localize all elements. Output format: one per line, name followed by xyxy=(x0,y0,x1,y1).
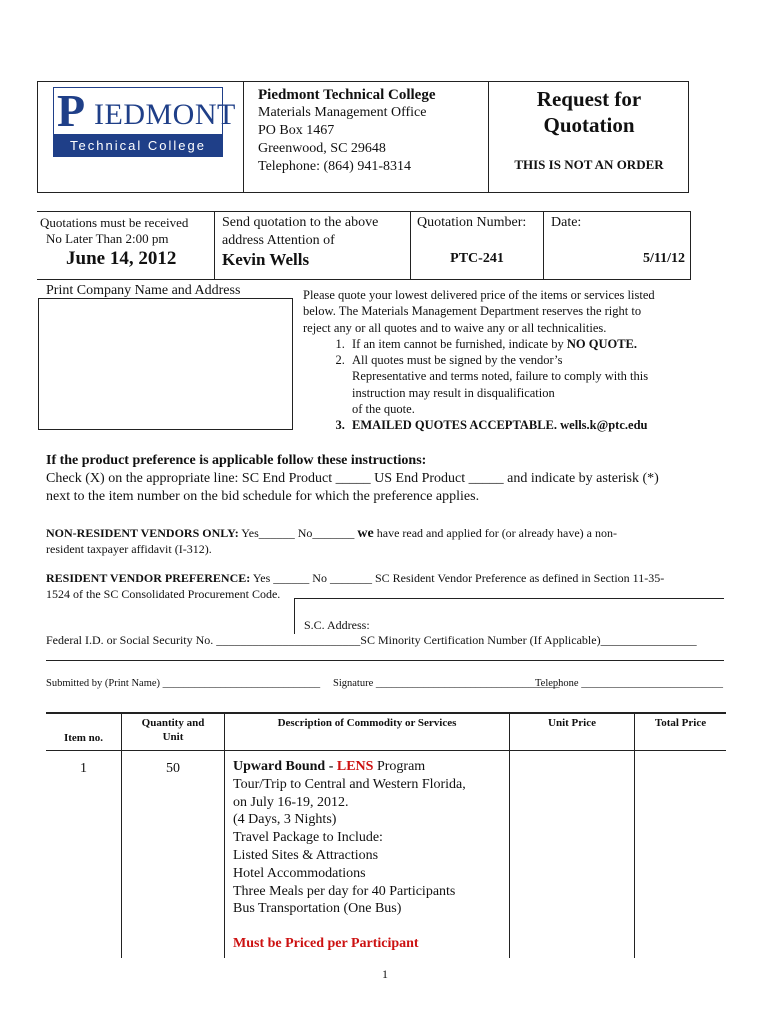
date-value: 5/11/12 xyxy=(642,251,685,266)
sc-address-rule xyxy=(294,598,295,634)
info-divider xyxy=(690,211,691,279)
table-column-rule xyxy=(509,714,510,958)
submitted-by-field[interactable]: Submitted by (Print Name) ______________________________ xyxy=(46,678,321,689)
logo-initial: P xyxy=(57,85,86,136)
table-top-rule xyxy=(46,712,726,714)
description-line: Bus Transportation (One Bus) xyxy=(233,901,402,917)
header-quantity-unit: Unit xyxy=(162,731,184,743)
no-quote-text: NO QUOTE. xyxy=(566,336,638,351)
nonresident-line xyxy=(46,525,617,542)
nonresident-we: we xyxy=(357,526,374,541)
nonresident-label: NON-RESIDENT VENDORS ONLY: xyxy=(46,526,239,540)
row-description xyxy=(233,758,508,953)
telephone-field[interactable]: Telephone ___________________________ xyxy=(535,678,723,689)
deadline-label: Quotations must be received xyxy=(40,215,189,230)
send-label-2: address Attention of xyxy=(222,233,335,248)
deadline-time: No Later Than 2:00 pm xyxy=(46,231,169,246)
preference-line: Check (X) on the appropriate line: SC End Product _____ US End Product _____ and indicate by asterisk (*) xyxy=(46,471,659,486)
table-column-rule xyxy=(121,714,122,958)
deadline-date: June 14, 2012 xyxy=(66,248,177,269)
table-column-rule xyxy=(224,714,225,958)
page-number: 1 xyxy=(382,967,388,981)
resident-text-2: 1524 of the SC Consolidated Procurement Code. xyxy=(46,587,281,601)
priced-per-participant-note: Must be Priced per Participant xyxy=(233,936,419,952)
instructions-intro: below. The Materials Management Department reserves the right to xyxy=(303,304,642,319)
instructions-intro: Please quote your lowest delivered price of the items or services listed xyxy=(303,288,655,302)
emailed-quotes-text: EMAILED QUOTES ACCEPTABLE. wells.k@ptc.edu xyxy=(352,418,648,433)
instruction-text: of the quote. xyxy=(352,402,415,417)
description-line: (4 Days, 3 Nights) xyxy=(233,812,337,828)
rfq-title-line1: Request for xyxy=(536,87,642,111)
table-header-rule xyxy=(46,750,726,751)
description-title-rest: Program xyxy=(373,759,426,774)
signature-field[interactable]: Signature ___________________________________ xyxy=(333,678,560,689)
instruction-item xyxy=(348,336,703,352)
resident-text[interactable]: Yes ______ No _______ SC Resident Vendor Preference as defined in Section 11-35- xyxy=(250,571,665,585)
company-box-label: Print Company Name and Address xyxy=(46,283,241,298)
description-title-bold: Upward Bound - xyxy=(233,759,337,774)
telephone-line: Telephone: (864) 941-8314 xyxy=(258,159,411,174)
info-bottom-rule xyxy=(37,279,691,280)
description-title-lens: LENS xyxy=(336,759,374,774)
college-logo xyxy=(53,85,236,157)
table-column-rule xyxy=(634,714,635,958)
instruction-item xyxy=(348,352,703,417)
description-line: Travel Package to Include: xyxy=(233,830,383,846)
resident-line xyxy=(46,570,664,586)
nonresident-text: have read and applied for (or already have) a non- xyxy=(373,526,617,540)
row-item-no: 1 xyxy=(80,761,87,776)
sc-address-label: S.C. Address: xyxy=(304,618,370,632)
rfq-title-line2: Quotation xyxy=(543,113,635,137)
header-item-no: Item no. xyxy=(63,732,104,744)
description-title xyxy=(233,758,508,776)
header-unit-price: Unit Price xyxy=(548,717,596,729)
po-box: PO Box 1467 xyxy=(258,123,335,138)
preference-heading: If the product preference is applicable follow these instructions: xyxy=(46,453,427,468)
quotation-number: PTC-241 xyxy=(450,251,504,266)
header-total-price: Total Price xyxy=(654,717,707,729)
header-quantity: Quantity and xyxy=(141,717,205,729)
logo-word: IEDMONT xyxy=(94,98,236,131)
instruction-text: instruction may result in disqualification xyxy=(352,385,555,400)
instructions xyxy=(303,287,703,434)
nonresident-yes-no[interactable]: Yes______ No_______ xyxy=(238,526,358,540)
header-description: Description of Commodity or Services xyxy=(277,717,457,729)
info-divider xyxy=(543,211,544,279)
row-quantity: 50 xyxy=(166,761,180,776)
city-line: Greenwood, SC 29648 xyxy=(258,141,386,156)
description-line: Tour/Trip to Central and Western Florida, xyxy=(233,776,466,792)
info-top-rule xyxy=(37,211,691,212)
federal-id-line[interactable]: Federal I.D. or Social Security No. ________________________SC Minority Certification Number (If Applicable)________________ xyxy=(46,633,697,647)
instruction-text: If an item cannot be furnished, indicate by xyxy=(352,336,567,351)
instruction-item xyxy=(348,417,703,433)
attention-name: Kevin Wells xyxy=(222,250,310,269)
company-name-address-field[interactable] xyxy=(38,298,293,430)
instruction-text: All quotes must be signed by the vendor’s xyxy=(352,353,563,368)
description-line: Three Meals per day for 40 Participants xyxy=(233,883,456,899)
office-name: Materials Management Office xyxy=(258,105,427,120)
preference-line: next to the item number on the bid schedule for which the preference applies. xyxy=(46,489,480,504)
nonresident-text-2: resident taxpayer affidavit (I-312). xyxy=(46,542,212,556)
description-line: Hotel Accommodations xyxy=(233,865,366,881)
date-label: Date: xyxy=(551,215,582,230)
instructions-intro: reject any or all quotes and to waive any or all technicalities. xyxy=(303,320,607,335)
info-divider xyxy=(214,211,215,279)
description-line: Listed Sites & Attractions xyxy=(233,847,379,863)
quotation-number-label: Quotation Number: xyxy=(417,215,527,230)
not-an-order-notice: THIS IS NOT AN ORDER xyxy=(514,157,664,172)
sc-address-rule xyxy=(294,598,724,599)
description-line: on July 16-19, 2012. xyxy=(233,794,349,810)
instruction-list xyxy=(303,336,703,434)
instruction-text: Representative and terms noted, failure to comply with this xyxy=(352,369,649,384)
header-divider xyxy=(243,81,244,193)
logo-subtitle: Technical College xyxy=(70,138,206,153)
info-divider xyxy=(410,211,411,279)
separator-rule xyxy=(46,660,724,661)
resident-label: RESIDENT VENDOR PREFERENCE: xyxy=(46,571,251,585)
send-label: Send quotation to the above xyxy=(222,215,379,230)
college-name: Piedmont Technical College xyxy=(258,87,436,103)
